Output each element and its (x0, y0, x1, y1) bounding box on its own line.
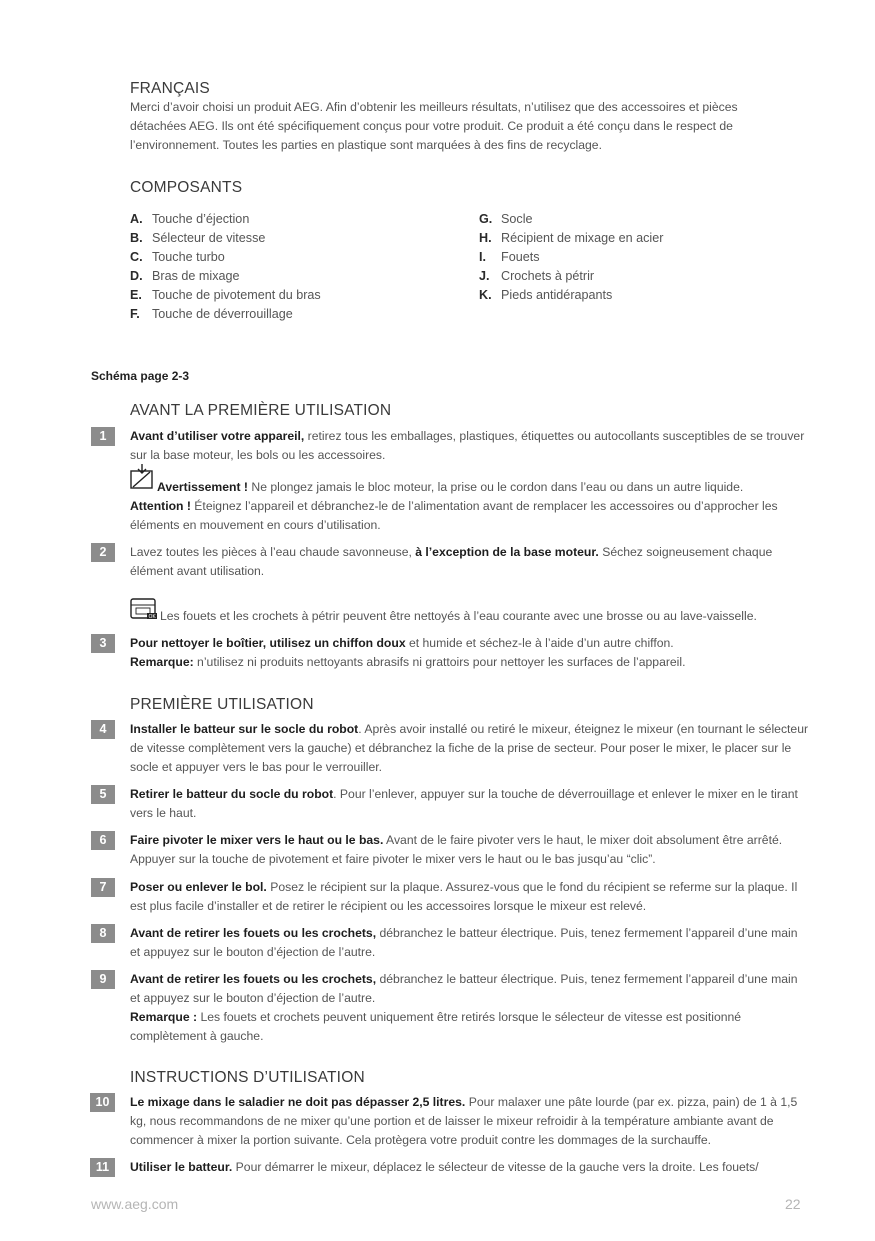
step-11-body: Pour démarrer le mixeur, déplacez le sélecteur de vitesse de la gauche vers la droite. Les fouets/ (232, 1160, 759, 1174)
component-label: Touche de déverrouillage (152, 307, 293, 321)
section-first-use: PREMIÈRE UTILISATION (130, 696, 314, 713)
svg-text:OK: OK (148, 614, 156, 620)
footer-url[interactable]: www.aeg.com (91, 1196, 179, 1212)
step-11-text (130, 1158, 812, 1177)
component-letter: C. (130, 250, 143, 264)
component-c (130, 248, 460, 267)
step-3-bold: Pour nettoyer le boîtier, utilisez un chiffon doux (130, 636, 406, 650)
component-label: Fouets (501, 250, 540, 264)
step-2-text (130, 543, 810, 581)
step-5-bold: Retirer le batteur du socle du robot (130, 787, 334, 801)
step-number-7: 7 (91, 878, 115, 897)
component-letter: B. (130, 231, 143, 245)
step-1-text (130, 427, 810, 465)
component-letter: D. (130, 269, 143, 283)
component-label: Touche turbo (152, 250, 225, 264)
dishwasher-icon (130, 598, 158, 620)
remark-9-bold: Remarque : (130, 1010, 198, 1024)
warning-body: Ne plongez jamais le bloc moteur, la prise ou le cordon dans l’eau ou dans un autre liquide. (248, 480, 744, 494)
step-7-text (130, 878, 810, 916)
components-list-left (130, 210, 460, 324)
remark-3-body: n’utilisez ni produits nettoyants abrasifs ni grattoirs pour nettoyer les surfaces de l’appareil. (193, 655, 686, 669)
component-letter: A. (130, 212, 143, 226)
step-5-body: . Pour l’enlever, appuyer sur la touche de déverrouillage et enlever le mixer en le tirant vers le haut. (130, 787, 798, 820)
component-letter: H. (479, 231, 492, 245)
component-label: Crochets à pétrir (501, 269, 595, 283)
component-i (479, 248, 799, 267)
step-number-11: 11 (90, 1158, 115, 1177)
step-10-body: Pour malaxer une pâte lourde (par ex. pizza, pain) de 1 à 1,5 kg, nous recommandons de ne mixer qu’une portion et de laisser le mixeur refroidir à la température ambiante avant de commencer à mixer la portion suivante. Cela protègera votre produit contre les dommages de la surchauffe. (130, 1095, 798, 1147)
page-number: 22 (785, 1196, 801, 1212)
component-label: Pieds antidérapants (501, 288, 613, 302)
step-number-3: 3 (91, 634, 115, 653)
component-d (130, 267, 460, 286)
step-5-text (130, 785, 810, 823)
step-7-bold: Poser ou enlever le bol. (130, 880, 267, 894)
step-9-bold: Avant de retirer les fouets ou les crochets, (130, 972, 377, 986)
step-11-bold: Utiliser le batteur. (130, 1160, 233, 1174)
components-heading: COMPOSANTS (130, 179, 243, 196)
component-letter: E. (130, 288, 142, 302)
step-number-10: 10 (90, 1093, 115, 1112)
step-6-text (130, 831, 810, 869)
component-letter: G. (479, 212, 493, 226)
step-8-body: débranchez le batteur électrique. Puis, tenez fermement l’appareil d’une main et appuyez sur le bouton d’éjection de l’autre. (130, 926, 798, 959)
dishwasher-note: Les fouets et les crochets à pétrir peuvent être nettoyés à l’eau courante avec une brosse ou au lave-vaisselle. (160, 609, 757, 623)
remark-3 (130, 653, 810, 672)
component-g (479, 210, 799, 229)
step-number-2: 2 (91, 543, 115, 562)
component-letter: J. (479, 269, 490, 283)
step-number-5: 5 (91, 785, 115, 804)
step-8-text (130, 924, 810, 962)
components-list-right (479, 210, 799, 305)
step-2-bold: à l’exception de la base moteur. (415, 545, 599, 559)
component-letter: K. (479, 288, 492, 302)
component-letter: F. (130, 307, 140, 321)
warning-bold: Avertissement ! (157, 480, 248, 494)
component-h (479, 229, 799, 248)
step-3-text (130, 634, 810, 653)
component-label: Sélecteur de vitesse (152, 231, 266, 245)
component-a (130, 210, 460, 229)
warning-icon (130, 464, 154, 490)
component-e (130, 286, 460, 305)
remark-9 (130, 1008, 810, 1046)
section-before-first-use: AVANT LA PREMIÈRE UTILISATION (130, 402, 392, 419)
step-4-bold: Installer le batteur sur le socle du robot (130, 722, 359, 736)
step-9-text (130, 970, 810, 1008)
step-10-bold: Le mixage dans le saladier ne doit pas dépasser 2,5 litres. (130, 1095, 466, 1109)
step-9-body: débranchez le batteur électrique. Puis, tenez fermement l’appareil d’une main et appuyez sur le bouton d’éjection de l’autre. (130, 972, 798, 1005)
step-number-9: 9 (91, 970, 115, 989)
section-instructions: INSTRUCTIONS D’UTILISATION (130, 1069, 365, 1086)
step-6-body: Avant de le faire pivoter vers le haut, le mixer doit absolument être arrêté. Appuyer sur la touche de pivotement et faire pivoter le mixer vers le haut ou le bas jusqu’au “clic”. (130, 833, 783, 866)
component-label: Socle (501, 212, 533, 226)
step-number-4: 4 (91, 720, 115, 739)
remark-3-bold: Remarque: (130, 655, 194, 669)
component-k (479, 286, 799, 305)
component-letter: I. (479, 250, 486, 264)
step-number-6: 6 (91, 831, 115, 850)
intro-paragraph: Merci d’avoir choisi un produit AEG. Afin d’obtenir les meilleurs résultats, n’utilisez que des accessoires et pièces détachées AEG. Ils ont été spécifiquement conçus pour votre produit. Ce produit a été conçu dans le respect de l’environnement. Toutes les parties en plastique sont marquées à des fins de recyclage. (130, 100, 738, 152)
remark-9-body: Les fouets et crochets peuvent uniquement être retirés lorsque le sélecteur de vitesse est positionné complètement à gauche. (130, 1010, 742, 1043)
step-7-body: Posez le récipient sur la plaque. Assurez-vous que le fond du récipient se referme sur la plaque. Il est plus facile d’installer et de retirer le récipient ou les accessoires lorsque le mixeur est relevé. (130, 880, 798, 913)
component-label: Touche de pivotement du bras (152, 288, 321, 302)
step-4-body: . Après avoir installé ou retiré le mixeur, éteignez le mixeur (en tournant le sélecteur de vitesse complètement vers la gauche) et débranchez la fiche de la prise de secteur. Pour poser le mixer, le placer sur le socle et appuyer vers le bas pour le verrouiller. (130, 722, 809, 774)
step-4-text (130, 720, 810, 777)
step-8-bold: Avant de retirer les fouets ou les crochets, (130, 926, 377, 940)
step-2-pre: Lavez toutes les pièces à l’eau chaude savonneuse, (130, 545, 416, 559)
component-label: Touche d’éjection (152, 212, 250, 226)
attention-text (130, 497, 810, 535)
step-6-bold: Faire pivoter le mixer vers le haut ou le bas. (130, 833, 384, 847)
component-label: Bras de mixage (152, 269, 240, 283)
language-heading: FRANÇAIS (130, 80, 210, 97)
step-1-bold: Avant d’utiliser votre appareil, (130, 429, 305, 443)
step-10-text (130, 1093, 812, 1150)
attention-bold: Attention ! (130, 499, 191, 513)
step-3-body: et humide et séchez-le à l’aide d’un autre chiffon. (405, 636, 674, 650)
component-b (130, 229, 460, 248)
step-2-body: Séchez soigneusement chaque élément avant utilisation. (130, 545, 773, 578)
step-number-8: 8 (91, 924, 115, 943)
component-label: Récipient de mixage en acier (501, 231, 664, 245)
attention-body: Éteignez l’appareil et débranchez-le de l’alimentation avant de remplacer les accessoires ou d’approcher les éléments en mouvement en cours d’utilisation. (130, 499, 778, 532)
component-f (130, 305, 460, 324)
schema-reference: Schéma page 2-3 (91, 369, 190, 383)
step-number-1: 1 (91, 427, 115, 446)
step-1-body: retirez tous les emballages, plastiques, étiquettes ou autocollants susceptibles de se trouver sur la base moteur, les bols ou les accessoires. (130, 429, 805, 462)
component-j (479, 267, 799, 286)
warning-text (157, 478, 807, 497)
